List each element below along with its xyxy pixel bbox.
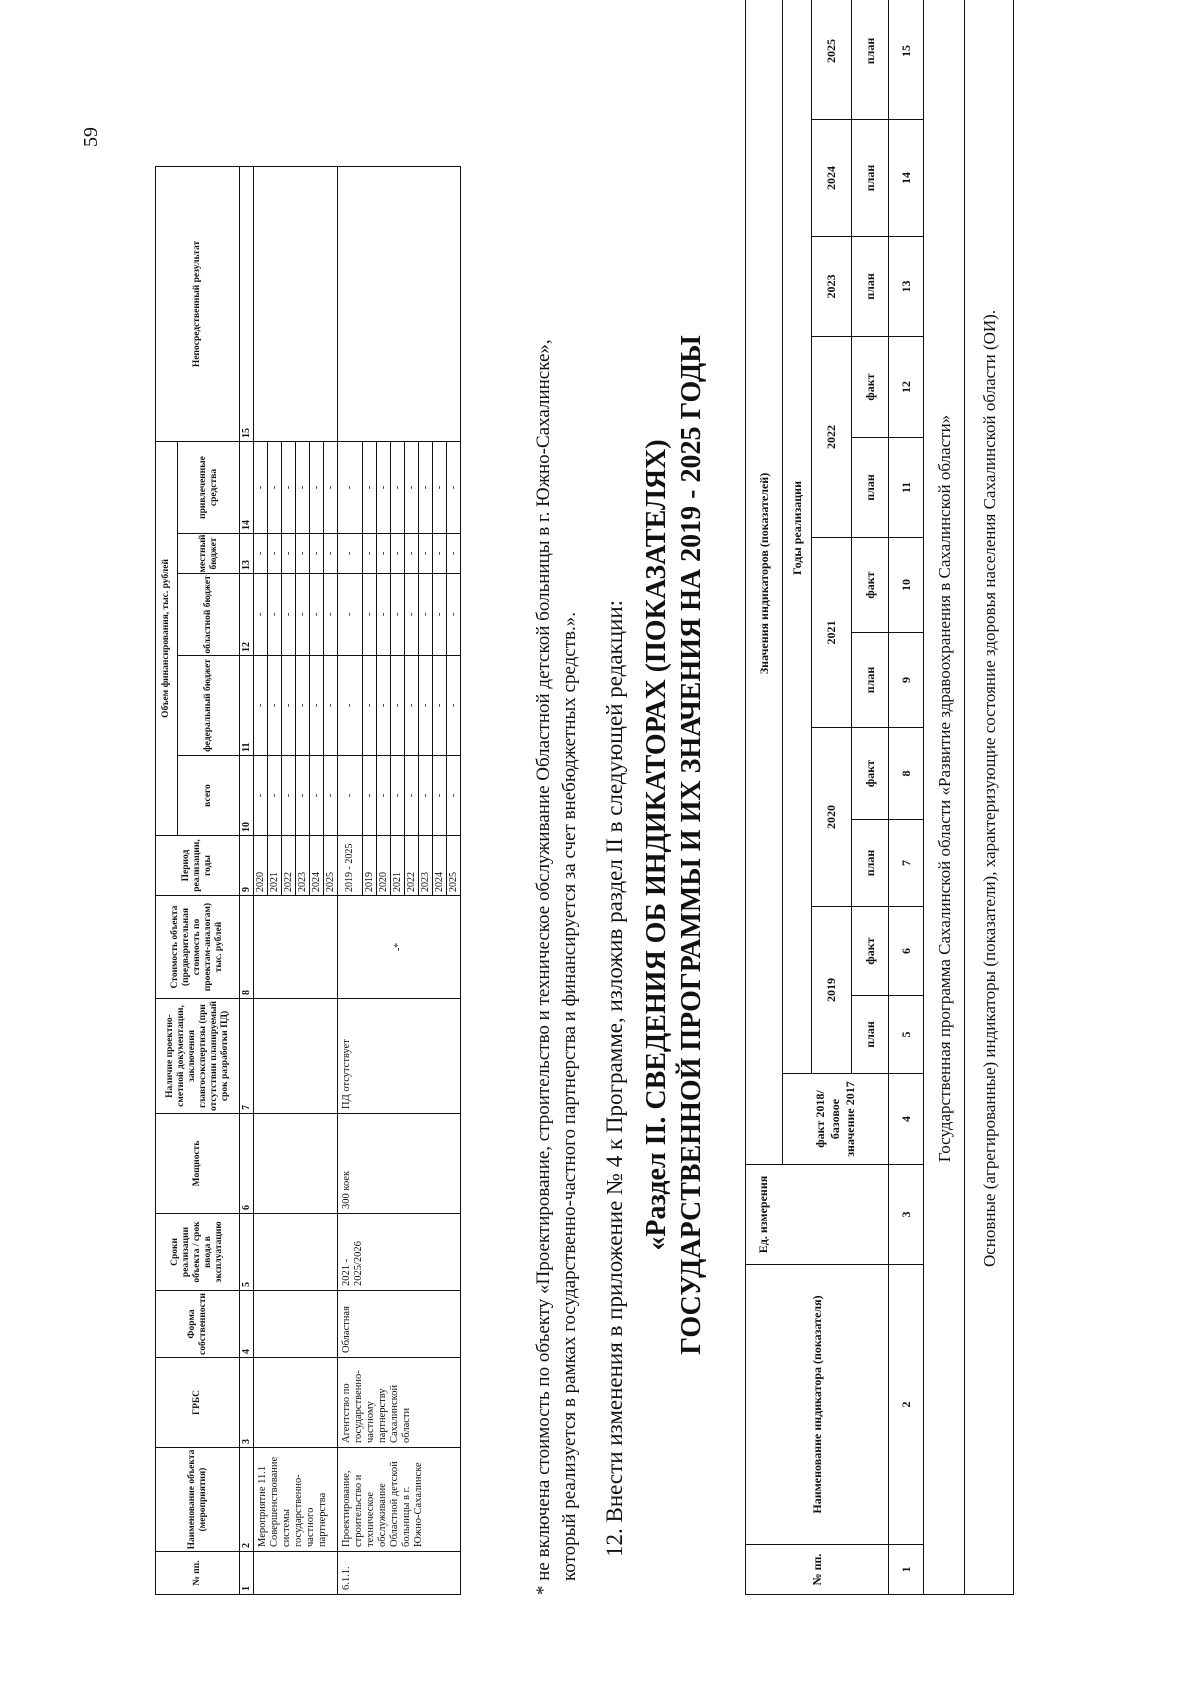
main-indicators-row: Основные (агрегированные) индикаторы (показатели), характеризующие состояние здоровья населения Сахалинской области (ОИ). (965, 0, 1014, 1595)
col-number: 2 (240, 1448, 254, 1552)
th-federal: федеральный бюджет (178, 656, 240, 756)
period-year: 2020 (377, 836, 391, 896)
value-cell: - (282, 756, 296, 836)
t2-col-number: 1 (889, 1545, 924, 1595)
value-cell: - (433, 534, 447, 574)
value-cell: - (391, 656, 405, 756)
col-number: 8 (240, 896, 254, 999)
value-cell: - (338, 656, 363, 756)
value-cell: - (405, 441, 419, 533)
th-num: № пп. (156, 1552, 240, 1595)
measure-name: Мероприятие 11.1 Совершенствование системы государственно-частного партнерства (254, 1448, 338, 1552)
t2-fact: факт (852, 907, 889, 996)
value-cell: - (324, 534, 338, 574)
measure-num-cell (254, 1552, 338, 1595)
t2-plan: план (852, 996, 889, 1074)
col-number: 7 (240, 999, 254, 1114)
page-number: 59 (80, 127, 102, 147)
t2-col-number: 7 (889, 820, 924, 907)
empty-cell (254, 1291, 338, 1358)
value-cell: - (419, 656, 433, 756)
value-cell: - (419, 441, 433, 533)
t2-th-unit: Ед. измерения (746, 1165, 889, 1265)
t2-plan: план (852, 0, 889, 120)
period-year: 2023 (296, 836, 310, 896)
col-number: 15 (240, 166, 254, 441)
value-cell: - (268, 656, 282, 756)
value-cell: - (405, 534, 419, 574)
empty-cell (338, 166, 461, 441)
value-cell: - (310, 756, 324, 836)
t2-plan: план (852, 820, 889, 907)
col-number: 14 (240, 441, 254, 533)
value-cell: - (391, 574, 405, 656)
th-capacity: Мощность (156, 1114, 240, 1214)
t2-col-number: 15 (889, 0, 924, 120)
value-cell: - (447, 756, 461, 836)
value-cell: - (296, 534, 310, 574)
th-attracted: привлеченные средства (178, 441, 240, 533)
value-cell: - (268, 441, 282, 533)
period-year: 2022 (282, 836, 296, 896)
t2-fact: факт (852, 538, 889, 633)
value-cell: - (363, 756, 377, 836)
th-result: Непосредственный результат (156, 166, 240, 441)
empty-cell (254, 166, 338, 441)
program-row: Государственная программа Сахалинской области «Развитие здравоохранения в Сахалинской области» (924, 0, 965, 1595)
t2-col-number: 13 (889, 237, 924, 337)
object-grbs: Агентство по государственно-частному партнерству Сахалинской области (338, 1358, 461, 1448)
value-cell: - (324, 656, 338, 756)
value-cell: - (377, 656, 391, 756)
t2-plan: план (852, 237, 889, 337)
value-cell: - (324, 574, 338, 656)
value-cell: - (338, 441, 363, 533)
t2-th-base: факт 2018/базовое значение 2017 (783, 1074, 889, 1165)
t2-col-number: 14 (889, 120, 924, 237)
t2-col-number: 8 (889, 728, 924, 820)
value-cell: - (391, 534, 405, 574)
th-regional: областной бюджет (178, 574, 240, 656)
col-number: 1 (240, 1552, 254, 1595)
t2-plan: план (852, 633, 889, 728)
value-cell: - (310, 534, 324, 574)
col-number: 10 (240, 756, 254, 836)
value-cell: - (338, 534, 363, 574)
th-local: местный бюджет (178, 534, 240, 574)
value-cell: - (268, 756, 282, 836)
indicators-table (745, 0, 1014, 1595)
object-num: 6.1.1. (338, 1552, 461, 1595)
empty-cell (254, 1214, 338, 1291)
period-year: 2022 (405, 836, 419, 896)
th-period: Период реализации, годы (156, 836, 240, 896)
value-cell: - (254, 441, 268, 533)
object-capacity: 300 коек (338, 1114, 461, 1214)
th-ownership: Форма собственности (156, 1291, 240, 1358)
value-cell: - (377, 534, 391, 574)
section-heading-line-2: ГОСУДАРСТВЕННОЙ ПРОГРАММЫ И ИХ ЗНАЧЕНИЯ НА 2019 - 2025 ГОДЫ (676, 335, 707, 1355)
value-cell: - (254, 574, 268, 656)
t2-col-number: 4 (889, 1074, 924, 1165)
value-cell: - (254, 656, 268, 756)
value-cell: - (419, 756, 433, 836)
t2-plan: план (852, 438, 889, 538)
value-cell: - (310, 441, 324, 533)
value-cell: - (268, 574, 282, 656)
t2-plan: план (852, 120, 889, 237)
t2-col-number: 2 (889, 1265, 924, 1545)
empty-cell (254, 1358, 338, 1448)
value-cell: - (391, 756, 405, 836)
value-cell: - (310, 656, 324, 756)
t2-fact: факт (852, 337, 889, 438)
value-cell: - (363, 441, 377, 533)
t2-fact: факт (852, 728, 889, 820)
value-cell: - (296, 441, 310, 533)
t2-year: 2025 (812, 0, 852, 120)
t2-year: 2022 (812, 337, 852, 538)
t2-th-num: № пп. (746, 1545, 889, 1595)
th-terms: Сроки реализации объекта / срок ввода в эксплуатацию (156, 1214, 240, 1291)
t2-th-name: Наименование индикатора (показателя) (746, 1265, 889, 1545)
t2-year: 2021 (812, 538, 852, 728)
t2-col-number: 11 (889, 438, 924, 538)
t2-year: 2023 (812, 237, 852, 337)
th-name: Наименование объекта (мероприятия) (156, 1448, 240, 1552)
th-financing: Объем финансирования, тыс. рублей (156, 441, 178, 835)
period-year: 2021 (391, 836, 405, 896)
value-cell: - (268, 534, 282, 574)
value-cell: - (419, 534, 433, 574)
col-number: 9 (240, 836, 254, 896)
col-number: 4 (240, 1291, 254, 1358)
period-year: 2023 (419, 836, 433, 896)
col-number: 13 (240, 534, 254, 574)
th-total: всего (178, 756, 240, 836)
value-cell: - (447, 574, 461, 656)
value-cell: - (433, 656, 447, 756)
t2-col-number: 5 (889, 996, 924, 1074)
value-cell: - (338, 574, 363, 656)
value-cell: - (363, 534, 377, 574)
object-name: Проектирование, строительство и техническое обслуживание Областной детской больницы в г. Южно-Сахалинске (338, 1448, 461, 1552)
value-cell: - (282, 534, 296, 574)
th-grbs: ГРБС (156, 1358, 240, 1448)
value-cell: - (282, 441, 296, 533)
empty-cell (254, 999, 338, 1114)
empty-cell (254, 1114, 338, 1214)
t2-th-years: Годы реализации (783, 0, 812, 1074)
object-ownership: Областная (338, 1291, 461, 1358)
value-cell: - (419, 574, 433, 656)
value-cell: - (254, 534, 268, 574)
period-year: 2025 (447, 836, 461, 896)
value-cell: - (433, 441, 447, 533)
financing-table (155, 166, 461, 1595)
value-cell: - (296, 656, 310, 756)
section-heading-line-1: «Раздел II. СВЕДЕНИЯ ОБ ИНДИКАТОРАХ (ПОКАЗАТЕЛЯХ) (641, 439, 672, 1251)
t2-year: 2020 (812, 728, 852, 907)
col-number: 6 (240, 1114, 254, 1214)
period-year: 2020 (254, 836, 268, 896)
col-number: 5 (240, 1214, 254, 1291)
th-cost: Стоимость объекта (предварительная стоимость по проектам-аналогам) тыс. рублей (156, 896, 240, 999)
object-cost: -* (338, 896, 461, 999)
t2-year: 2019 (812, 907, 852, 1074)
period-year: 2024 (310, 836, 324, 896)
value-cell: - (433, 756, 447, 836)
value-cell: - (296, 756, 310, 836)
col-number: 3 (240, 1358, 254, 1448)
value-cell: - (391, 441, 405, 533)
empty-cell (254, 896, 338, 999)
t2-col-number: 12 (889, 337, 924, 438)
value-cell: - (447, 441, 461, 533)
col-number: 11 (240, 656, 254, 756)
footnote-line-2: который реализуется в рамках государственно-частного партнерства и финансируется за счет внебюджетных средств.». (559, 611, 580, 1581)
value-cell: - (447, 534, 461, 574)
value-cell: - (338, 756, 363, 836)
value-cell: - (282, 574, 296, 656)
paragraph-12: 12. Внести изменения в приложение № 4 к Программе, изложив раздел II в следующей редакции: (602, 599, 627, 1557)
value-cell: - (296, 574, 310, 656)
value-cell: - (405, 574, 419, 656)
th-psd: Наличие проектно-сметной документации, заключения главгосэкспертизы (при отсутствии планируемый срок разработки ПД) (156, 999, 240, 1114)
value-cell: - (324, 756, 338, 836)
value-cell: - (363, 574, 377, 656)
t2-col-number: 10 (889, 538, 924, 633)
t2-year: 2024 (812, 120, 852, 237)
t2-th-values: Значения индикаторов (показателей) (746, 0, 783, 1165)
object-psd: ПД отсутствует (338, 999, 461, 1114)
value-cell: - (405, 656, 419, 756)
period-year: 2025 (324, 836, 338, 896)
value-cell: - (405, 756, 419, 836)
period-year: 2019 - 2025 (338, 836, 363, 896)
value-cell: - (324, 441, 338, 533)
footnote-line-1: * не включена стоимость по объекту «Проектирование, строительство и техническое обслуживание Областной детской больницы в г. Южно-Сахалинске», (533, 339, 554, 1595)
value-cell: - (377, 756, 391, 836)
object-terms: 2021 - 2025/2026 (338, 1214, 461, 1291)
col-number: 12 (240, 574, 254, 656)
value-cell: - (282, 656, 296, 756)
t2-col-number: 3 (889, 1165, 924, 1265)
value-cell: - (363, 656, 377, 756)
t2-col-number: 6 (889, 907, 924, 996)
period-year: 2021 (268, 836, 282, 896)
value-cell: - (447, 656, 461, 756)
value-cell: - (433, 574, 447, 656)
period-year: 2024 (433, 836, 447, 896)
period-year: 2019 (363, 836, 377, 896)
value-cell: - (254, 756, 268, 836)
value-cell: - (377, 441, 391, 533)
value-cell: - (310, 574, 324, 656)
t2-col-number: 9 (889, 633, 924, 728)
value-cell: - (377, 574, 391, 656)
